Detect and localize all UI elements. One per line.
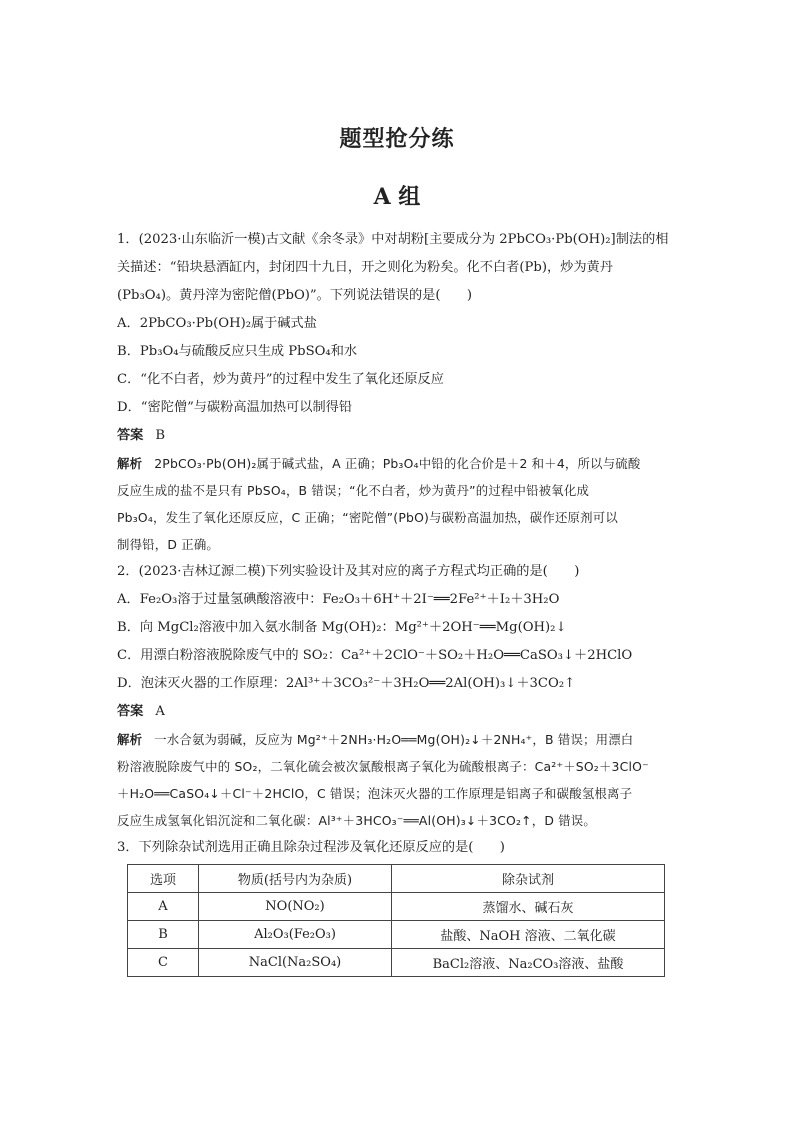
group-heading: A 组 bbox=[373, 184, 421, 210]
option-d: D．泡沫灭火器的工作原理：2Al³⁺＋3CO₃²⁻＋3H₂O══2Al(OH)₃↓＋3CO₂↑ bbox=[117, 676, 576, 691]
explanation-line: 解析 2PbCO₃·Pb(OH)₂属于碱式盐，A 正确；Pb₃O₄中铅的化合价是＋2 和＋4，所以与硫酸 bbox=[117, 456, 641, 471]
table-cell: Al₂O₃(Fe₂O₃) bbox=[199, 921, 392, 949]
content-body bbox=[117, 226, 682, 977]
answer-value: A bbox=[155, 704, 165, 719]
table-row bbox=[128, 921, 665, 949]
question-stem-line: 关描述：“铅块悬酒缸内，封闭四十九日，开之则化为粉矣。化不白者(Pb)，炒为黄丹 bbox=[117, 260, 613, 275]
option-d: D．“密陀僧”与碳粉高温加热可以制得铅 bbox=[117, 400, 353, 415]
option-b: B．Pb₃O₄与硫酸反应只生成 PbSO₄和水 bbox=[117, 344, 358, 359]
question-stem-line: (Pb₃O₄)。黄丹滓为密陀僧(PbO)”。下列说法错误的是( ) bbox=[117, 288, 472, 303]
table-cell: NO(NO₂) bbox=[199, 893, 392, 921]
options-table bbox=[127, 864, 665, 977]
option-c: C．用漂白粉溶液脱除废气中的 SO₂：Ca²⁺＋2ClO⁻＋SO₂＋H₂O══CaSO₃↓＋2HClO bbox=[117, 648, 633, 663]
question-stem: 3．下列除杂试剂选用正确且除杂过程涉及氧化还原反应的是( ) bbox=[117, 840, 505, 855]
table-row bbox=[128, 949, 665, 977]
table-cell: NaCl(Na₂SO₄) bbox=[199, 949, 392, 977]
table-row bbox=[128, 893, 665, 921]
table-header-row bbox=[128, 865, 665, 893]
table-cell: 蒸馏水、碱石灰 bbox=[392, 893, 665, 921]
answer-label: 答案 bbox=[117, 428, 144, 443]
option-a: A．Fe₂O₃溶于过量氢碘酸溶液中：Fe₂O₃＋6H⁺＋2I⁻══2Fe²⁺＋I₂＋3H₂O bbox=[117, 592, 560, 607]
explanation-label: 解析 bbox=[117, 456, 143, 471]
answer-line bbox=[117, 422, 682, 450]
option-c: C．“化不白者，炒为黄丹”的过程中发生了氧化还原反应 bbox=[117, 372, 444, 387]
explanation-line: ＋H₂O══CaSO₄↓＋Cl⁻＋2HClO，C 错误；泡沫灭火器的工作原理是铝离子和碳酸氢根离子 bbox=[117, 786, 633, 801]
explanation-label: 解析 bbox=[117, 732, 143, 747]
answer-value: B bbox=[155, 428, 166, 443]
question-stem-line: 1．(2023·山东临沂一模)古文献《余冬录》中对胡粉[主要成分为 2PbCO₃·Pb(OH)₂]制法的相 bbox=[117, 232, 669, 247]
table-cell: C bbox=[128, 949, 199, 977]
table-cell: BaCl₂溶液、Na₂CO₃溶液、盐酸 bbox=[392, 949, 665, 977]
option-a: A．2PbCO₃·Pb(OH)₂属于碱式盐 bbox=[117, 316, 317, 331]
page-title: 题型抢分练 bbox=[339, 126, 455, 152]
explanation-line: 制得铅，D 正确。 bbox=[117, 537, 220, 552]
table-cell: 盐酸、NaOH 溶液、二氧化碳 bbox=[392, 921, 665, 949]
table-cell: B bbox=[128, 921, 199, 949]
table-cell: A bbox=[128, 893, 199, 921]
question-stem: 2．(2023·吉林辽源二模)下列实验设计及其对应的离子方程式均正确的是( ) bbox=[117, 564, 580, 579]
question-1 bbox=[117, 226, 682, 558]
question-3 bbox=[117, 834, 682, 977]
explanation-line: 反应生成的盐不是只有 PbSO₄，B 错误；“化不白者，炒为黄丹”的过程中铅被氧化成 bbox=[117, 483, 590, 498]
explanation-line: Pb₃O₄，发生了氧化还原反应，C 正确；“密陀僧”(PbO)与碳粉高温加热，碳作还原剂可以 bbox=[117, 510, 618, 525]
explanation-line: 粉溶液脱除废气中的 SO₂，二氧化硫会被次氯酸根离子氧化为硫酸根离子：Ca²⁺＋SO₂＋3ClO⁻ bbox=[117, 759, 649, 774]
explanation-line: 解析 一水合氨为弱碱，反应为 Mg²⁺＋2NH₃·H₂O══Mg(OH)₂↓＋2NH₄⁺，B 错误；用漂白 bbox=[117, 732, 634, 747]
answer-label: 答案 bbox=[117, 704, 144, 719]
explanation-line: 反应生成氢氧化铝沉淀和二氧化碳：Al³⁺＋3HCO₃⁻══Al(OH)₃↓＋3CO₂↑，D 错误。 bbox=[117, 813, 596, 828]
table-header-cell: 物质(括号内为杂质) bbox=[199, 865, 392, 893]
table-header-cell: 除杂试剂 bbox=[392, 865, 665, 893]
table-header-cell: 选项 bbox=[128, 865, 199, 893]
answer-line bbox=[117, 698, 682, 726]
question-2 bbox=[117, 558, 682, 834]
option-b: B．向 MgCl₂溶液中加入氨水制备 Mg(OH)₂：Mg²⁺＋2OH⁻══Mg(OH)₂↓ bbox=[117, 620, 567, 635]
